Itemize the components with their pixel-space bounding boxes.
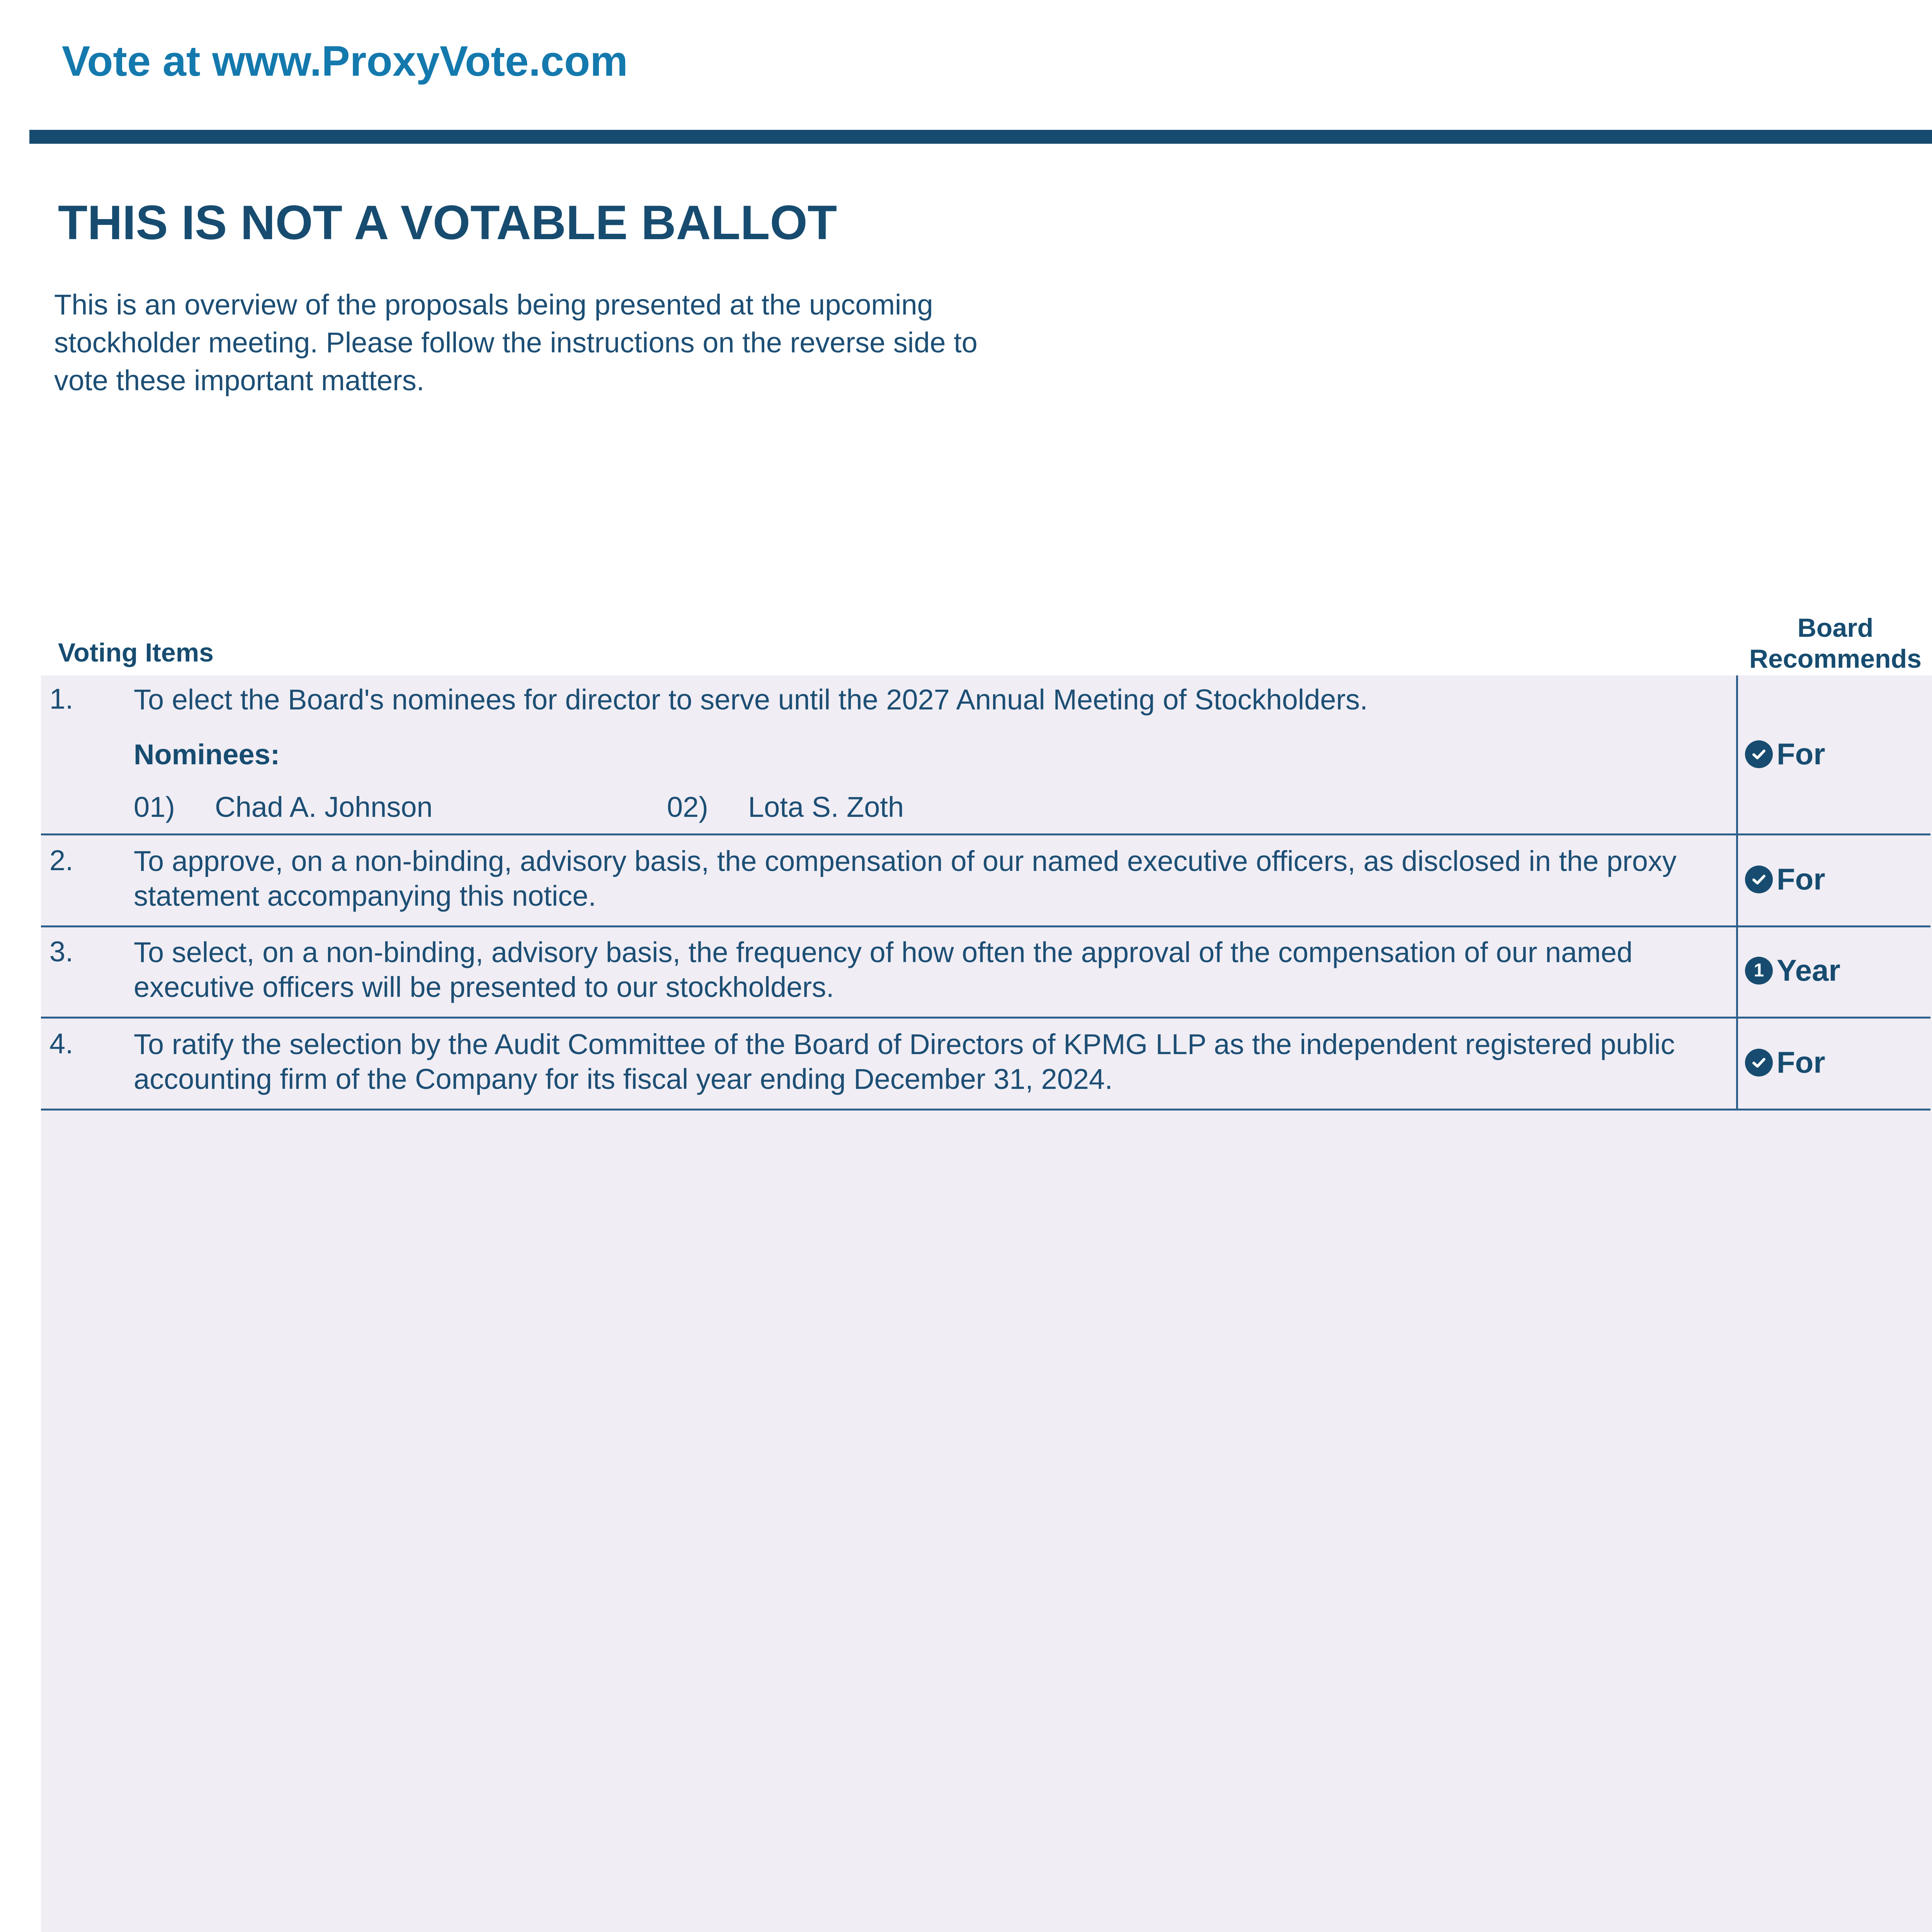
- nominee-1: [134, 791, 433, 823]
- voting-item-3: [41, 927, 1930, 1019]
- nominee-index: 01): [134, 791, 175, 823]
- recommendation-column-divider: [1736, 675, 1738, 1111]
- item-number: 1.: [49, 683, 73, 715]
- nominees-label: Nominees:: [134, 738, 280, 770]
- board-recommends-header: Board Recommends: [1749, 613, 1922, 673]
- check-circle-icon: [1745, 1049, 1773, 1077]
- item-number: 3.: [49, 935, 73, 968]
- page-title: THIS IS NOT A VOTABLE BALLOT: [58, 196, 837, 250]
- recommendation-label: For: [1777, 1045, 1825, 1079]
- check-circle-icon: [1745, 866, 1773, 893]
- item-number: 4.: [49, 1027, 73, 1060]
- item-text: To select, on a non-binding, advisory basis, the frequency of how often the approval of the compensation of our named executive officers will be presented to our stockholders.: [134, 936, 1633, 1003]
- recommendation-label: Year: [1777, 953, 1840, 987]
- item-text: To elect the Board's nominees for director to serve until the 2027 Annual Meeting of Stockholders.: [134, 684, 1368, 716]
- check-circle-icon: [1745, 740, 1773, 768]
- nominee-index: 02): [667, 791, 708, 823]
- recommendation-4: [1745, 1045, 1825, 1080]
- nominee-name: Lota S. Zoth: [748, 791, 904, 823]
- nominee-2: [667, 791, 904, 823]
- recommendation-label: For: [1777, 862, 1825, 896]
- item-text: To approve, on a non-binding, advisory basis, the compensation of our named executive officers, as disclosed in the proxy statement accompanying this notice.: [134, 845, 1677, 912]
- recommendation-2: [1745, 862, 1825, 897]
- voting-item-1: [41, 675, 1930, 835]
- recommendation-1: [1745, 736, 1825, 772]
- header-divider: [29, 130, 1932, 144]
- number-one-icon: 1: [1745, 957, 1773, 985]
- voting-items-header: Voting Items: [58, 638, 214, 667]
- intro-paragraph: This is an overview of the proposals being presented at the upcoming stockholder meeting. Please follow the instructions on the reverse side to vote these important matters.: [54, 289, 978, 396]
- recommendation-label: For: [1777, 737, 1825, 771]
- item-text: To ratify the selection by the Audit Committee of the Board of Directors of KPMG LLP as the independent registered public accounting firm of the Company for its fiscal year ending December 31, 2024.: [134, 1028, 1675, 1095]
- vote-link[interactable]: Vote at www.ProxyVote.com: [62, 37, 628, 85]
- voting-item-2: [41, 835, 1930, 927]
- nominee-name: Chad A. Johnson: [215, 791, 433, 823]
- recommendation-3: [1745, 953, 1840, 988]
- voting-item-4: [41, 1019, 1930, 1111]
- item-number: 2.: [49, 844, 73, 876]
